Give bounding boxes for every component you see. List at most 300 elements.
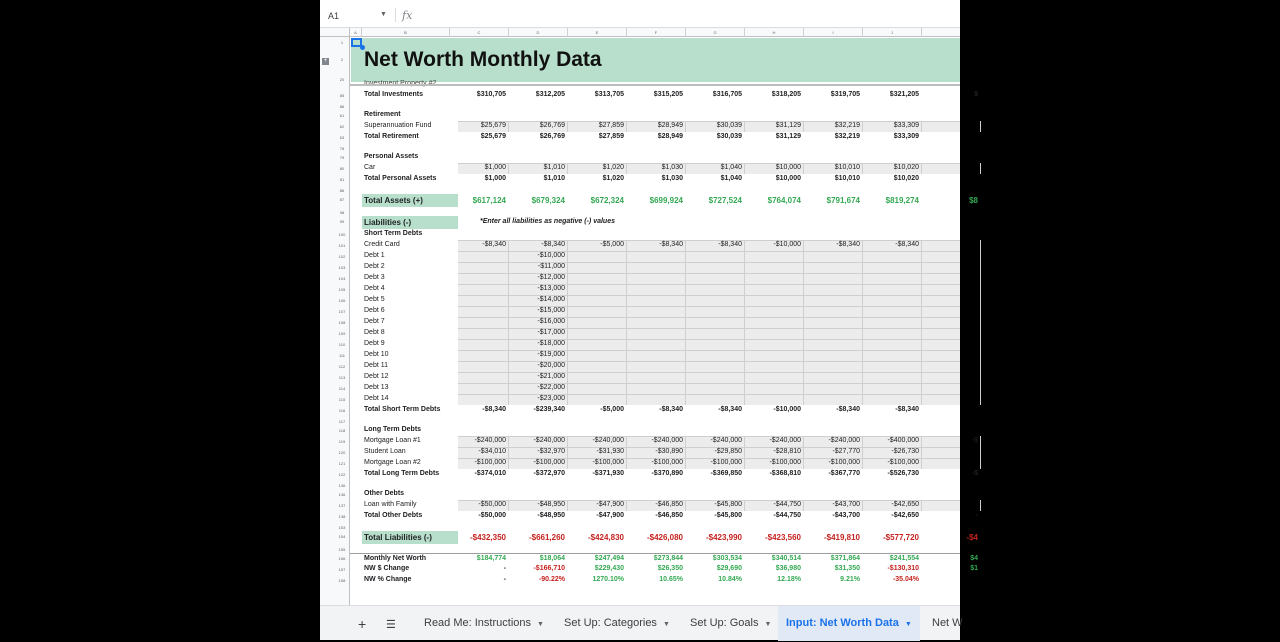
sheet-tab[interactable] [416,606,552,641]
row-number[interactable]: 81 [339,177,345,182]
value-cell[interactable]: -$20,000 [537,362,565,369]
cell-border [567,361,568,372]
value-cell[interactable]: 10.65% [659,576,683,583]
row-number[interactable]: 137 [338,503,346,508]
value-cell[interactable]: -$100,000 [592,459,624,466]
value-cell[interactable]: $30,039 [716,122,742,129]
cell-border [803,306,804,317]
value-cell[interactable]: $30,039 [716,133,742,140]
value-cell[interactable]: -$577,720 [882,533,919,542]
cell-border [862,306,863,317]
cell-border [921,500,922,511]
value-cell[interactable]: -$46,850 [655,501,683,508]
row-number[interactable]: 104 [338,276,346,281]
cell-border [567,284,568,295]
value-cell[interactable]: -$8,340 [718,241,742,248]
value-cell[interactable]: $321,205 [889,91,919,98]
value-cell[interactable]: -$13,000 [537,285,565,292]
value-cell[interactable]: -35.04% [892,576,919,583]
column-header-a[interactable]: A [350,28,362,37]
row-number[interactable]: 158 [338,578,346,583]
table-row [350,425,960,436]
name-box-dropdown-icon[interactable]: ▼ [380,11,387,18]
row-number[interactable]: 61 [339,113,345,118]
value-cell[interactable]: -$48,950 [537,512,565,519]
value-cell[interactable]: $184,774 [476,555,506,562]
value-cell[interactable]: $32,219 [834,122,860,129]
value-cell[interactable]: $27,859 [598,133,624,140]
value-cell[interactable]: $10,010 [834,164,860,171]
value-cell[interactable]: -$5,000 [600,241,624,248]
value-cell[interactable]: -$44,750 [773,512,801,519]
row-number[interactable]: 2 [340,57,344,62]
cell-border [862,295,863,306]
value-cell[interactable]: -$45,800 [714,501,742,508]
value-cell[interactable]: $679,324 [531,196,565,205]
table-row [350,416,960,425]
table-row [350,553,978,564]
cell-border [685,306,686,317]
column-header-e[interactable]: E [568,28,627,37]
value-cell[interactable]: $1 [970,565,978,572]
sheet-tab-label: Set Up: Goals [690,617,759,629]
value-cell[interactable]: -$42,650 [891,512,919,519]
value-cell[interactable]: $617,124 [472,196,506,205]
value-cell[interactable]: $31,129 [775,133,801,140]
cell-border [862,328,863,339]
value-cell[interactable]: -$240,000 [592,437,624,444]
value-cell[interactable]: -$424,830 [587,533,624,542]
row-number[interactable]: 118 [338,428,346,433]
value-cell[interactable]: -$50,000 [478,501,506,508]
row-number[interactable]: 115 [338,397,346,402]
cell-border [980,436,981,447]
value-cell[interactable]: -$14,000 [537,296,565,303]
row-number[interactable]: 108 [338,320,346,325]
value-cell[interactable]: -$12,000 [537,274,565,281]
frozen-pane-divider[interactable] [350,84,960,86]
value-cell[interactable]: -$8,340 [482,241,506,248]
value-cell[interactable]: 10.84% [718,576,742,583]
value-cell[interactable]: $10,010 [834,175,860,182]
row-number[interactable]: 153 [338,525,346,530]
value-cell[interactable]: -$34,010 [478,448,506,455]
cell-border [626,339,627,350]
value-cell[interactable]: -$423,990 [705,533,742,542]
value-cell[interactable]: -$47,900 [596,512,624,519]
value-cell[interactable]: 1270.10% [592,576,624,583]
row-label: Total Liabilities (-) [364,533,432,542]
value-cell[interactable]: $247,494 [594,555,624,562]
add-sheet-icon[interactable]: + [358,616,367,632]
value-cell[interactable]: $36,980 [775,565,801,572]
value-cell[interactable]: -$100,000 [828,459,860,466]
value-cell[interactable]: -$16,000 [537,318,565,325]
value-cell[interactable]: $10,020 [893,164,919,171]
value-cell[interactable]: -$8,340 [836,241,860,248]
value-cell[interactable]: -$28,810 [773,448,801,455]
value-cell[interactable]: $727,524 [708,196,742,205]
cell-border [803,328,804,339]
row-label: Debt 4 [364,285,385,292]
value-cell[interactable]: $ [974,91,978,98]
value-cell[interactable]: -$32,970 [537,448,565,455]
cell-border [567,339,568,350]
value-cell[interactable]: -$371,930 [592,470,624,477]
row-number[interactable]: 109 [338,331,346,336]
value-cell[interactable]: $33,309 [893,122,919,129]
cell-border [980,372,981,383]
value-cell[interactable]: $1,030 [661,164,683,171]
row-number[interactable]: 136 [338,492,346,497]
value-cell[interactable]: $28,949 [657,122,683,129]
row-label: Debt 12 [364,373,389,380]
value-cell[interactable]: $312,205 [535,91,565,98]
value-cell[interactable]: $791,674 [826,196,860,205]
cell-border [921,317,922,328]
row-number[interactable]: 86 [339,188,345,193]
value-cell[interactable]: $699,924 [649,196,683,205]
all-sheets-menu-icon[interactable]: ☰ [386,619,396,631]
row-number[interactable]: 157 [338,567,346,572]
value-cell[interactable]: $313,705 [594,91,624,98]
value-cell[interactable]: $371,864 [830,555,860,562]
cell-border [626,273,627,284]
row-number[interactable]: 63 [339,135,345,140]
value-cell[interactable]: $28,949 [657,133,683,140]
cell-border [980,251,981,262]
value-cell[interactable]: $33,309 [893,133,919,140]
column-header-b[interactable]: B [362,28,450,37]
value-cell[interactable]: $310,705 [476,91,506,98]
value-cell[interactable]: $29,690 [716,565,742,572]
row-number[interactable]: 99 [339,219,345,224]
value-cell[interactable]: $1,020 [602,175,624,182]
value-cell[interactable]: -$426,080 [646,533,683,542]
row-number[interactable]: 85 [339,93,345,98]
value-cell[interactable]: -$11,000 [537,263,565,270]
value-cell[interactable]: -$17,000 [537,329,565,336]
value-cell[interactable]: $1,030 [661,175,683,182]
value-cell[interactable]: -$10,000 [773,406,801,413]
value-cell[interactable]: -$130,310 [887,565,919,572]
value-cell[interactable]: -$100,000 [651,459,683,466]
value-cell[interactable]: 9.21% [840,576,860,583]
value-cell[interactable]: $318,205 [771,91,801,98]
value-cell[interactable]: $1,040 [720,175,742,182]
column-header-d[interactable]: D [509,28,568,37]
cell-border [626,284,627,295]
row-number[interactable]: 116 [338,408,346,413]
value-cell[interactable]: -$8,340 [718,406,742,413]
value-cell[interactable]: - [503,576,506,583]
value-cell[interactable]: -$31,930 [596,448,624,455]
value-cell[interactable]: -$43,700 [832,501,860,508]
cell-border [626,328,627,339]
row-number[interactable]: 62 [339,124,345,129]
value-cell[interactable]: $316,705 [712,91,742,98]
cell-border [921,121,922,132]
row-number[interactable]: 119 [338,439,346,444]
value-cell[interactable]: -$50,000 [478,512,506,519]
sheet-tab-label: Input: Net Worth Data [786,617,899,629]
row-number[interactable]: 136 [338,483,346,488]
cell-border [921,273,922,284]
value-cell[interactable]: -$367,770 [828,470,860,477]
column-header-h[interactable]: H [745,28,804,37]
value-cell[interactable]: $1,000 [484,175,506,182]
value-cell[interactable]: -$29,850 [714,448,742,455]
row-number[interactable]: 86 [339,104,345,109]
row-number[interactable]: 156 [338,556,346,561]
select-all-corner[interactable] [320,28,350,37]
row-label: Debt 13 [364,384,389,391]
value-cell[interactable]: $32,219 [834,133,860,140]
chevron-down-icon[interactable]: ▼ [662,621,670,628]
row-label: Debt 3 [364,274,385,281]
page-title: Net Worth Monthly Data [364,48,602,71]
table-row [350,564,978,575]
value-cell[interactable]: -$5,000 [600,406,624,413]
cell-border [803,350,804,361]
value-cell[interactable]: $319,705 [830,91,860,98]
cell-border [567,317,568,328]
value-cell[interactable]: $303,534 [712,555,742,562]
value-cell[interactable]: $26,350 [657,565,683,572]
value-cell[interactable]: -$432,350 [469,533,506,542]
value-cell[interactable]: -$27,770 [832,448,860,455]
value-cell[interactable]: $31,129 [775,122,801,129]
sheet-tab[interactable] [682,606,779,641]
row-number[interactable]: 155 [338,547,346,552]
sheet-tab[interactable] [778,606,920,641]
row-number[interactable]: 112 [338,364,346,369]
value-cell[interactable]: -$22,000 [537,384,565,391]
name-box[interactable]: A1 [328,11,340,21]
value-cell[interactable]: -$240,000 [533,437,565,444]
value-cell[interactable]: -$8,340 [659,406,683,413]
value-cell[interactable]: -$374,010 [474,470,506,477]
row-number[interactable]: 110 [338,342,346,347]
value-cell[interactable]: $10,000 [775,164,801,171]
row-number[interactable]: 122 [338,472,346,477]
row-number[interactable]: 113 [338,375,346,380]
value-cell[interactable]: -$240,000 [710,437,742,444]
cell-border [921,295,922,306]
value-cell[interactable]: $672,324 [590,196,624,205]
value-cell[interactable]: $229,430 [594,565,624,572]
sheet-tab-label: Read Me: Instructions [424,617,531,629]
sheet-tab[interactable] [924,606,971,641]
value-cell[interactable]: -$8,340 [659,241,683,248]
row-label: Debt 10 [364,351,389,358]
value-cell[interactable]: -$18,000 [537,340,565,347]
value-cell[interactable]: -$47,900 [596,501,624,508]
cell-border [803,361,804,372]
row-number[interactable]: 121 [338,461,346,466]
value-cell[interactable]: -$21,000 [537,373,565,380]
value-cell[interactable]: $10,000 [775,175,801,182]
row-number[interactable]: 98 [339,210,345,215]
value-cell[interactable]: -$240,000 [651,437,683,444]
value-cell[interactable]: -$100,000 [533,459,565,466]
value-cell[interactable]: $340,514 [771,555,801,562]
value-cell[interactable]: $26,769 [539,122,565,129]
value-cell[interactable]: - [975,512,978,519]
row-number[interactable]: 120 [338,450,346,455]
row-number[interactable]: 107 [338,309,346,314]
table-row [350,350,960,361]
row-number[interactable]: 1 [340,40,344,45]
value-cell[interactable]: $315,205 [653,91,683,98]
value-cell[interactable]: $1,040 [720,164,742,171]
value-cell[interactable]: -$8,340 [541,241,565,248]
value-cell[interactable]: $26,769 [539,133,565,140]
value-cell[interactable]: -$10,000 [773,241,801,248]
value-cell[interactable]: -$239,340 [533,406,565,413]
value-cell[interactable]: -$400,000 [887,437,919,444]
value-cell[interactable]: -$100,000 [474,459,506,466]
value-cell[interactable]: $31,350 [834,565,860,572]
value-cell[interactable]: $18,064 [539,555,565,562]
value-cell[interactable]: $1,010 [543,164,565,171]
row-number[interactable]: 103 [338,265,346,270]
cell-border [744,262,745,273]
value-cell[interactable]: $241,554 [889,555,919,562]
value-cell[interactable]: -$ [971,470,978,477]
value-cell[interactable]: 12.18% [777,576,801,583]
value-cell[interactable]: $10,020 [893,175,919,182]
value-cell[interactable]: -$661,260 [528,533,565,542]
value-cell[interactable]: -$46,850 [655,512,683,519]
value-cell[interactable]: -$10,000 [537,252,565,259]
table-row [350,152,960,163]
cell-border [685,262,686,273]
column-header-i[interactable]: I [804,28,863,37]
row-number[interactable]: 20 [339,77,345,82]
row-number[interactable]: 79 [339,155,345,160]
row-number[interactable]: 111 [338,353,346,358]
column-header-f[interactable]: F [627,28,686,37]
value-cell[interactable]: -$23,000 [537,395,565,402]
value-cell[interactable]: -$369,850 [710,470,742,477]
row-number[interactable]: 114 [338,386,346,391]
value-cell[interactable]: $1,010 [543,175,565,182]
column-header-c[interactable]: C [450,28,509,37]
value-cell[interactable]: -$8,340 [895,406,919,413]
row-label: NW % Change [364,576,412,583]
value-cell[interactable]: $8 [969,196,978,205]
row-number[interactable]: 106 [338,298,346,303]
cell-border [921,284,922,295]
value-cell[interactable]: -$166,710 [533,565,565,572]
value-cell[interactable]: -$19,000 [537,351,565,358]
value-cell[interactable]: -$15,000 [537,307,565,314]
value-cell[interactable]: $1,000 [484,164,506,171]
value-cell[interactable]: -$423,560 [764,533,801,542]
value-cell[interactable]: -$30,890 [655,448,683,455]
value-cell[interactable]: $25,679 [480,133,506,140]
value-cell[interactable]: $25,679 [480,122,506,129]
table-row [350,229,960,240]
chevron-down-icon[interactable]: ▼ [764,621,772,628]
cell-border [626,372,627,383]
cell-border [921,458,922,469]
value-cell[interactable]: - [503,565,506,572]
value-cell[interactable]: -$372,970 [533,470,565,477]
value-cell[interactable]: -$100,000 [887,459,919,466]
value-cell[interactable]: $764,074 [767,196,801,205]
cell-border [803,372,804,383]
cell-border [803,295,804,306]
row-number[interactable]: 154 [338,534,346,539]
value-cell[interactable]: -$8,340 [482,406,506,413]
value-cell[interactable]: $819,274 [885,196,919,205]
row-label: Credit Card [364,241,400,248]
value-cell[interactable]: -$240,000 [828,437,860,444]
value-cell[interactable]: -$44,750 [773,501,801,508]
value-cell[interactable]: -$8,340 [836,406,860,413]
value-cell[interactable]: -$100,000 [769,459,801,466]
column-header-g[interactable]: G [686,28,745,37]
value-cell[interactable]: -$43,700 [832,512,860,519]
row-number[interactable]: 138 [338,514,346,519]
value-cell[interactable]: -$100,000 [710,459,742,466]
value-cell[interactable]: -90.22% [538,576,565,583]
row-number[interactable]: 105 [338,287,346,292]
value-cell[interactable]: -$368,810 [769,470,801,477]
row-number[interactable]: 117 [338,419,346,424]
value-cell[interactable]: -$8,340 [895,241,919,248]
value-cell[interactable]: -$4 [966,533,978,542]
value-cell[interactable]: -$240,000 [474,437,506,444]
value-cell[interactable]: -$26,730 [891,448,919,455]
value-cell[interactable]: -$42,650 [891,501,919,508]
row-number[interactable]: 100 [338,232,346,237]
expand-rows-icon[interactable]: + [323,58,328,64]
chevron-down-icon[interactable]: ▼ [904,621,912,628]
cell-border [744,339,745,350]
value-cell[interactable]: -$48,950 [537,501,565,508]
cell-border [744,284,745,295]
value-cell[interactable]: -$370,890 [651,470,683,477]
sheet-tab-label: Net W [932,617,963,629]
value-cell[interactable]: $1,020 [602,164,624,171]
row-number[interactable]: 78 [339,146,345,151]
cell-border [567,350,568,361]
row-label: Debt 11 [364,362,388,369]
row-number[interactable]: 102 [338,254,346,259]
value-cell[interactable]: -$45,800 [714,512,742,519]
value-cell[interactable]: -$526,730 [887,470,919,477]
cell-border [744,273,745,284]
value-cell[interactable]: $27,859 [598,122,624,129]
row-number[interactable]: 101 [338,243,346,248]
row-number[interactable]: 80 [339,166,345,171]
value-cell[interactable]: -$419,810 [823,533,860,542]
row-number[interactable]: 87 [339,197,345,202]
row-label: Total Other Debts [364,512,423,519]
cell-border [921,383,922,394]
column-header-j[interactable]: J [863,28,922,37]
chevron-down-icon[interactable]: ▼ [537,621,544,628]
value-cell[interactable]: $4 [970,555,978,562]
sheet-tab[interactable] [556,606,678,641]
row-label: Long Term Debts [364,426,422,433]
value-cell[interactable]: $273,844 [653,555,683,562]
value-cell[interactable]: -$ [971,437,978,444]
value-cell[interactable]: -$240,000 [769,437,801,444]
